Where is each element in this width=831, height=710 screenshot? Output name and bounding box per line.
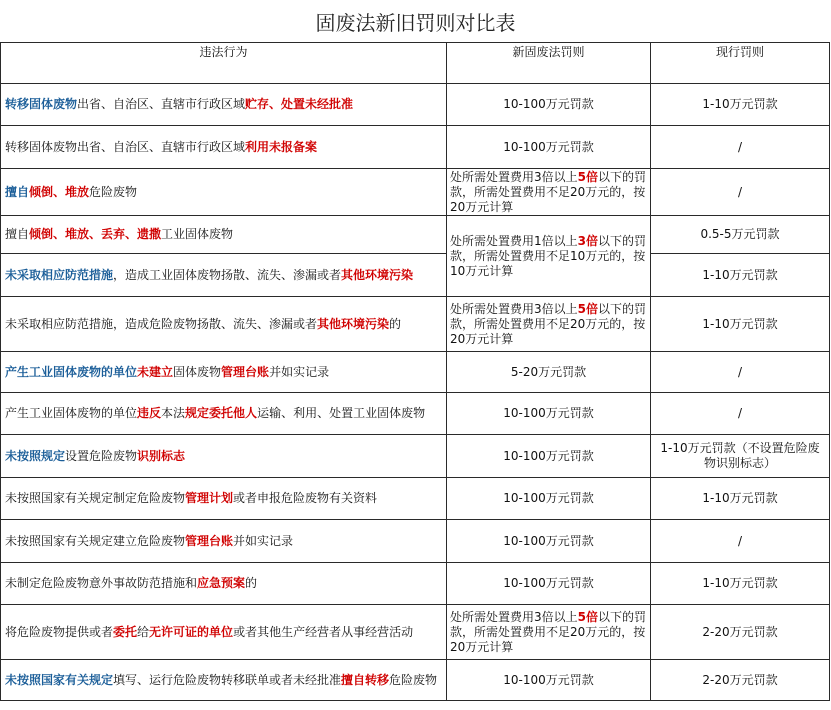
current-penalty-cell: 2-20万元罚款	[651, 605, 830, 660]
text-run: 危险废物	[89, 184, 138, 199]
text-run: 出省、自治区、直辖市行政区域	[77, 97, 246, 111]
text-run: 未采取相应防范措施，造成危险废物扬散、流失、渗漏或者	[5, 316, 318, 331]
text-run: 并如实记录	[233, 533, 294, 548]
highlight-text: 转移固体废物	[5, 97, 78, 111]
page-title: 固废法新旧罚则对比表	[315, 10, 516, 35]
current-penalty-cell: 1-10万元罚款	[651, 297, 830, 352]
text-run: 或者申报危险废物有关资料	[233, 491, 378, 505]
text-run: 擅自	[5, 227, 30, 241]
violation-cell	[1, 297, 447, 352]
current-penalty-cell: 0.5-5万元罚款	[651, 216, 830, 254]
highlight-text: 委托	[113, 624, 138, 639]
text-run: 并如实记录	[269, 364, 330, 379]
table-row	[1, 216, 830, 254]
text-run: 的	[245, 576, 258, 590]
text-run: 未按照国家有关规定建立危险废物	[5, 533, 186, 548]
violation-cell	[1, 352, 447, 393]
col-header-current-penalty: 现行罚则	[651, 43, 830, 84]
current-penalty-cell: 1-10万元罚款	[651, 254, 830, 297]
highlight-text: 擅自	[5, 184, 30, 199]
text-run: 处所需处置费用3倍以上	[450, 169, 578, 184]
col-header-new-penalty: 新固废法罚则	[447, 43, 651, 84]
new-penalty-cell	[447, 216, 651, 297]
highlight-text: 其他环境污染	[341, 267, 414, 282]
highlight-text: 未采取相应防范措施	[5, 267, 114, 282]
current-penalty-cell: 1-10万元罚款	[651, 84, 830, 126]
current-penalty-cell: 1-10万元罚款	[651, 563, 830, 605]
highlight-text: 管理计划	[185, 491, 234, 505]
text-run: 本法	[161, 406, 186, 420]
violation-cell	[1, 660, 447, 701]
highlight-text: 应急预案	[197, 576, 246, 590]
highlight-text: 5倍	[577, 169, 598, 184]
highlight-text: 5倍	[577, 609, 598, 624]
highlight-text: 管理台账	[221, 364, 270, 379]
current-penalty-cell: 1-10万元罚款（不设置危险废物识别标志）	[651, 435, 830, 478]
table-row	[1, 520, 830, 563]
text-run: 以下的罚款，所需处置费用不足10万元的，按10万元计算	[450, 233, 647, 278]
table-row	[1, 254, 830, 297]
violation-cell	[1, 520, 447, 563]
highlight-text: 擅自转移	[341, 672, 390, 687]
highlight-text: 未按照国家有关规定	[5, 672, 114, 687]
text-run: 将危险废物提供或者	[5, 624, 114, 639]
table-row	[1, 563, 830, 605]
new-penalty-cell: 10-100万元罚款	[447, 435, 651, 478]
new-penalty-cell: 10-100万元罚款	[447, 660, 651, 701]
text-run: 运输、利用、处置工业固体废物	[257, 406, 426, 420]
violation-cell	[1, 435, 447, 478]
highlight-text: 倾倒、堆放	[29, 184, 90, 199]
violation-cell	[1, 605, 447, 660]
violation-cell	[1, 126, 447, 169]
text-run: 设置危险废物	[65, 448, 138, 463]
highlight-text: 倾倒、堆放、丢弃、遗撒	[29, 227, 162, 241]
table-row	[1, 352, 830, 393]
text-run: 或者其他生产经营者从事经营活动	[233, 624, 414, 639]
new-penalty-cell: 10-100万元罚款	[447, 478, 651, 520]
current-penalty-cell: 2-20万元罚款	[651, 660, 830, 701]
violation-cell	[1, 84, 447, 126]
table-row	[1, 435, 830, 478]
highlight-text: 未按照规定	[5, 448, 66, 463]
highlight-text: 其他环境污染	[317, 316, 390, 331]
new-penalty-cell: 10-100万元罚款	[447, 393, 651, 435]
current-penalty-cell: /	[651, 352, 830, 393]
current-penalty-cell: /	[651, 520, 830, 563]
new-penalty-cell: 10-100万元罚款	[447, 126, 651, 169]
highlight-text: 贮存、处置未经批准	[245, 97, 354, 111]
col-header-violation: 违法行为	[1, 43, 447, 84]
new-penalty-cell: 10-100万元罚款	[447, 563, 651, 605]
highlight-text: 违反	[137, 406, 162, 420]
violation-cell	[1, 393, 447, 435]
text-run: 填写、运行危险废物转移联单或者未经批准	[113, 672, 342, 687]
current-penalty-cell: 1-10万元罚款	[651, 478, 830, 520]
text-run: 固体废物	[173, 364, 222, 379]
table-row	[1, 84, 830, 126]
new-penalty-cell	[447, 297, 651, 352]
new-penalty-cell	[447, 169, 651, 216]
current-penalty-cell: /	[651, 169, 830, 216]
current-penalty-cell: /	[651, 126, 830, 169]
highlight-text: 识别标志	[137, 448, 186, 463]
table-row	[1, 393, 830, 435]
text-run: 以下的罚款，所需处置费用不足20万元的，按20万元计算	[450, 169, 647, 214]
table-row	[1, 297, 830, 352]
violation-cell	[1, 254, 447, 297]
violation-cell	[1, 478, 447, 520]
table-row	[1, 605, 830, 660]
highlight-text: 无许可证的单位	[149, 624, 234, 639]
new-penalty-cell: 5-20万元罚款	[447, 352, 651, 393]
header-row	[1, 43, 830, 84]
highlight-text: 产生工业固体废物的单位	[5, 364, 138, 379]
highlight-text: 利用未报备案	[245, 139, 318, 154]
table-row	[1, 126, 830, 169]
highlight-text: 未建立	[137, 364, 174, 379]
text-run: 工业固体废物	[161, 227, 234, 241]
text-run: 转移固体废物出省、自治区、直辖市行政区域	[5, 139, 246, 154]
new-penalty-cell: 10-100万元罚款	[447, 84, 651, 126]
text-run: 未制定危险废物意外事故防范措施和	[5, 576, 198, 590]
text-run: 产生工业固体废物的单位	[5, 406, 138, 420]
table-row	[1, 660, 830, 701]
text-run: 未按照国家有关规定制定危险废物	[5, 491, 186, 505]
text-run: 给	[137, 624, 150, 639]
highlight-text: 管理台账	[185, 533, 234, 548]
text-run: 处所需处置费用3倍以上	[450, 609, 578, 624]
table-row	[1, 169, 830, 216]
text-run: 处所需处置费用1倍以上	[450, 233, 578, 248]
table-row	[1, 478, 830, 520]
text-run: 处所需处置费用3倍以上	[450, 301, 578, 316]
highlight-text: 5倍	[577, 301, 598, 316]
text-run: ，造成工业固体废物扬散、流失、渗漏或者	[113, 267, 342, 282]
highlight-text: 规定委托他人	[185, 406, 258, 420]
text-run: 以下的罚款，所需处置费用不足20万元的，按20万元计算	[450, 301, 647, 346]
highlight-text: 3倍	[577, 233, 598, 248]
text-run: 以下的罚款，所需处置费用不足20万元的，按20万元计算	[450, 609, 647, 654]
text-run: 的	[389, 316, 402, 331]
violation-cell	[1, 563, 447, 605]
text-run: 危险废物	[389, 672, 438, 687]
new-penalty-cell	[447, 605, 651, 660]
current-penalty-cell: /	[651, 393, 830, 435]
violation-cell	[1, 169, 447, 216]
comparison-table	[0, 42, 830, 701]
new-penalty-cell: 10-100万元罚款	[447, 520, 651, 563]
violation-cell	[1, 216, 447, 254]
